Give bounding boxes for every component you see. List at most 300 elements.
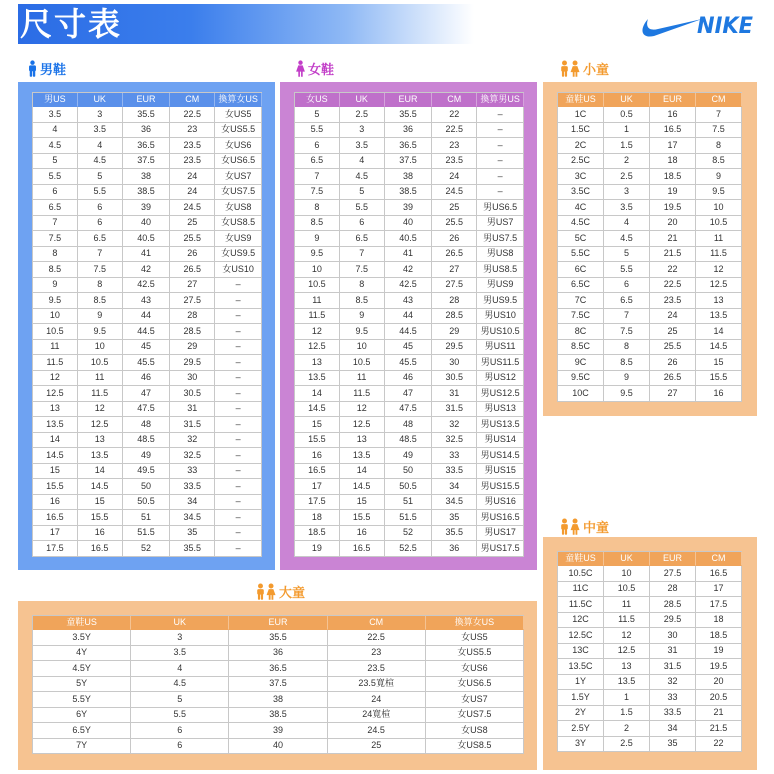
table-cell: 26.5 [170,262,215,278]
table-cell: 女US8 [426,723,524,739]
column-header: CM [432,93,477,107]
table-cell: 8.5 [33,262,78,278]
table-row [558,613,742,629]
table-row [558,386,742,402]
table-cell: 24 [650,309,696,325]
table-row [558,309,742,325]
table-row [33,371,262,387]
table-row [295,262,524,278]
table-row [33,479,262,495]
table-cell: 47 [385,386,433,402]
table-cell: – [477,169,524,185]
table-cell: 1.5 [604,138,650,154]
table-header-row [558,552,742,566]
table-cell: 1.5C [558,123,604,139]
table-cell: 16 [295,448,340,464]
table-cell: 32 [432,417,477,433]
table-cell: 6 [33,185,78,201]
table-cell: 26.5 [650,371,696,387]
table-cell: 25.5 [170,231,215,247]
table-cell: 37.5 [385,154,433,170]
table-cell: 29.5 [170,355,215,371]
table-cell: 11.5C [558,597,604,613]
table-cell: 男US11 [477,340,524,356]
table-cell: 29 [432,324,477,340]
table-cell: 14 [33,433,78,449]
table-cell: 52 [385,526,433,542]
table-cell: 5.5 [340,200,385,216]
table-header-row [295,93,524,107]
table-cell: 34.5 [170,510,215,526]
table-cell: 22.5 [650,278,696,294]
table-row [33,526,262,542]
table-row [558,262,742,278]
table-cell: – [215,371,262,387]
table-header-row [33,616,524,630]
table-cell: 9 [696,169,742,185]
table-cell: 12 [604,628,650,644]
table-row [33,723,524,739]
table-row [295,464,524,480]
table-row [33,739,524,755]
table-cell: 女US8.5 [426,739,524,755]
table-cell: 23 [328,646,426,662]
table-cell: 23.5 [328,661,426,677]
table-cell: – [215,448,262,464]
table-cell: 6 [340,216,385,232]
table-cell: 10 [340,340,385,356]
table-cell: 15 [696,355,742,371]
table-row [558,200,742,216]
table-cell: 3 [340,123,385,139]
table-cell: 13.5 [604,675,650,691]
table-cell: 17.5 [295,495,340,511]
table-row [33,677,524,693]
table-cell: 49 [123,448,171,464]
table-cell: – [477,138,524,154]
table-cell: 1.5Y [558,690,604,706]
table-cell: 28 [650,582,696,598]
table-cell: 女US5 [215,107,262,123]
table-cell: 4 [33,123,78,139]
table-row [295,433,524,449]
man-icon [27,60,38,77]
table-cell: 11 [78,371,123,387]
table-row [33,309,262,325]
table-row [33,646,524,662]
table-row [558,154,742,170]
table-cell: 8 [295,200,340,216]
table-row [33,448,262,464]
table-row [33,630,524,646]
table-cell: 4.5 [131,677,229,693]
table-row [295,495,524,511]
table-cell: 9 [33,278,78,294]
middle-kids-section-title [559,517,609,535]
table-cell: 男US13 [477,402,524,418]
table-cell: 15.5 [696,371,742,387]
table-cell: 36 [229,646,327,662]
mens-section-title [27,59,66,77]
table-cell: 51.5 [123,526,171,542]
table-cell: 男US11.5 [477,355,524,371]
table-cell: 13.5 [696,309,742,325]
table-cell: 9.5 [295,247,340,263]
table-row [558,582,742,598]
table-row [33,340,262,356]
table-cell: 41 [385,247,433,263]
table-row [558,566,742,582]
table-cell: 女US5.5 [215,123,262,139]
table-cell: 7.5 [33,231,78,247]
table-cell: 19.5 [650,200,696,216]
table-cell: 女US6 [426,661,524,677]
table-cell: 23 [170,123,215,139]
table-row [295,154,524,170]
table-cell: 44.5 [385,324,433,340]
table-cell: 6 [295,138,340,154]
table-row [295,541,524,557]
womens-size-table [294,92,524,557]
table-cell: 女US7 [215,169,262,185]
table-cell: 10.5 [340,355,385,371]
table-cell: 24 [170,185,215,201]
table-cell: 31.5 [170,417,215,433]
column-header: CM [696,552,742,566]
table-cell: 12 [340,402,385,418]
mens-size-table [32,92,262,557]
table-cell: 22 [432,107,477,123]
table-cell: 6 [604,278,650,294]
table-cell: 12 [78,402,123,418]
table-row [33,402,262,418]
table-cell: 26 [432,231,477,247]
column-header: UK [340,93,385,107]
table-cell: 女US5.5 [426,646,524,662]
table-cell: 48.5 [385,433,433,449]
table-cell: 9.5 [78,324,123,340]
table-cell: 47.5 [385,402,433,418]
table-cell: 40.5 [123,231,171,247]
table-cell: 男US14.5 [477,448,524,464]
table-cell: 13 [33,402,78,418]
table-row [558,355,742,371]
table-row [33,107,262,123]
table-cell: 9.5 [33,293,78,309]
table-cell: 17.5 [696,597,742,613]
table-cell: 男US10 [477,309,524,325]
table-cell: 31 [432,386,477,402]
table-cell: 22 [696,737,742,753]
table-cell: 5.5 [78,185,123,201]
table-cell: 8 [604,340,650,356]
table-cell: 4.5Y [33,661,131,677]
table-cell: 33 [650,690,696,706]
table-row [295,417,524,433]
table-cell: 1Y [558,675,604,691]
table-cell: 33.5 [650,706,696,722]
column-header: 童鞋US [558,93,604,107]
table-row [295,107,524,123]
table-cell: 男US8 [477,247,524,263]
table-cell: – [477,185,524,201]
table-cell: 10 [295,262,340,278]
table-cell: 50 [385,464,433,480]
table-cell: 27 [432,262,477,278]
table-row [33,355,262,371]
table-cell: 女US8.5 [215,216,262,232]
big-kids-panel [18,601,537,770]
column-header: EUR [385,93,433,107]
table-cell: 48.5 [123,433,171,449]
table-cell: 36 [123,123,171,139]
table-row [558,675,742,691]
table-row [33,138,262,154]
table-cell: 14 [295,386,340,402]
table-row [33,185,262,201]
table-cell: 16.5 [33,510,78,526]
table-row [295,510,524,526]
table-body [558,566,742,752]
kids-icon [559,518,581,535]
table-row [33,247,262,263]
table-cell: 5 [78,169,123,185]
table-cell: 26 [170,247,215,263]
table-cell: 5.5C [558,247,604,263]
table-cell: 11 [340,371,385,387]
table-cell: 男US8.5 [477,262,524,278]
column-header: UK [604,552,650,566]
table-cell: 17 [650,138,696,154]
column-header: CM [696,93,742,107]
table-cell: 15 [78,495,123,511]
table-cell: 5Y [33,677,131,693]
table-cell: 10.5 [696,216,742,232]
table-cell: 33 [432,448,477,464]
table-cell: 51.5 [385,510,433,526]
table-cell: 7 [295,169,340,185]
table-cell: 49.5 [123,464,171,480]
column-header: UK [131,616,229,630]
big-kids-title-label: 大童 [279,584,306,600]
table-cell: 30.5 [170,386,215,402]
table-cell: 23 [432,138,477,154]
column-header: UK [604,93,650,107]
table-cell: 25.5 [432,216,477,232]
table-cell: 11.5 [295,309,340,325]
table-cell: 35 [650,737,696,753]
table-cell: 38.5 [385,185,433,201]
table-cell: 30 [432,355,477,371]
table-cell: 44 [385,309,433,325]
womens-section-title [295,59,334,77]
column-header: CM [328,616,426,630]
table-row [295,216,524,232]
table-cell: 8.5 [696,154,742,170]
table-row [558,138,742,154]
table-cell: 17 [696,582,742,598]
table-cell: 7 [696,107,742,123]
column-header: EUR [123,93,171,107]
big-kids-section-title [255,582,305,600]
table-cell: – [215,464,262,480]
table-cell: 5 [340,185,385,201]
table-cell: 7.5 [696,123,742,139]
little-kids-size-table [557,92,742,402]
table-cell: 12.5 [78,417,123,433]
table-cell: 41 [123,247,171,263]
table-cell: 2C [558,138,604,154]
table-cell: 4C [558,200,604,216]
table-cell: 6.5 [33,200,78,216]
table-cell: 33.5 [432,464,477,480]
table-cell: 3C [558,169,604,185]
table-cell: 24 [328,692,426,708]
table-cell: 36.5 [229,661,327,677]
table-row [558,123,742,139]
table-cell: 34 [650,721,696,737]
table-row [33,231,262,247]
column-header: 換算男US [477,93,524,107]
table-cell: 男US9 [477,278,524,294]
table-cell: 50.5 [385,479,433,495]
table-cell: 38.5 [123,185,171,201]
table-cell: 13.5 [78,448,123,464]
table-cell: 25 [170,216,215,232]
table-cell: 24.5 [170,200,215,216]
table-cell: 15 [33,464,78,480]
table-cell: 31 [650,644,696,660]
table-cell: 8.5 [295,216,340,232]
table-cell: 11 [295,293,340,309]
table-cell: 4 [78,138,123,154]
table-cell: 37.5 [123,154,171,170]
table-body [558,107,742,402]
table-cell: 2 [604,154,650,170]
table-cell: 5 [131,692,229,708]
table-cell: 16 [78,526,123,542]
table-row [33,541,262,557]
table-cell: 女US9.5 [215,247,262,263]
table-row [295,479,524,495]
table-row [33,433,262,449]
table-cell: 2.5 [604,737,650,753]
table-cell: 12.5 [340,417,385,433]
table-cell: – [215,324,262,340]
table-cell: 23.5 [170,154,215,170]
table-row [295,340,524,356]
table-cell: 7 [340,247,385,263]
table-cell: 25 [432,200,477,216]
column-header: 女US [295,93,340,107]
table-cell: 4.5 [78,154,123,170]
table-cell: 26 [650,355,696,371]
table-cell: 16.5 [340,541,385,557]
table-cell: 男US12.5 [477,386,524,402]
table-cell: 13.5 [340,448,385,464]
table-cell: 10.5 [295,278,340,294]
table-cell: 51 [123,510,171,526]
mens-panel [18,82,275,570]
table-cell: 26.5 [432,247,477,263]
table-cell: – [215,541,262,557]
table-cell: 11C [558,582,604,598]
table-cell: 男US14 [477,433,524,449]
table-cell: 38 [385,169,433,185]
table-cell: 7 [604,309,650,325]
table-row [295,371,524,387]
table-cell: 13.5C [558,659,604,675]
table-cell: 40 [385,216,433,232]
table-cell: 男US12 [477,371,524,387]
table-cell: 11 [33,340,78,356]
table-cell: 男US6.5 [477,200,524,216]
table-row [558,293,742,309]
table-row [295,200,524,216]
table-cell: 24寬楦 [328,708,426,724]
table-cell: 男US10.5 [477,324,524,340]
table-cell: 6 [131,723,229,739]
table-cell: 30 [170,371,215,387]
table-cell: 14 [78,464,123,480]
table-cell: 34 [432,479,477,495]
table-cell: 40 [229,739,327,755]
table-cell: 32 [650,675,696,691]
table-cell: 25 [328,739,426,755]
table-cell: 32.5 [170,448,215,464]
table-cell: 女US6.5 [426,677,524,693]
table-row [558,628,742,644]
table-cell: 39 [229,723,327,739]
table-row [33,661,524,677]
table-cell: 48 [385,417,433,433]
table-cell: 女US9 [215,231,262,247]
table-cell: – [215,402,262,418]
table-cell: 男US17.5 [477,541,524,557]
table-row [295,386,524,402]
table-row [33,386,262,402]
table-cell: 女US6 [215,138,262,154]
table-cell: 4 [340,154,385,170]
table-cell: 19.5 [696,659,742,675]
table-row [295,185,524,201]
table-row [295,231,524,247]
table-cell: 42.5 [385,278,433,294]
table-cell: 10.5C [558,566,604,582]
table-cell: 10.5 [33,324,78,340]
table-cell: – [215,417,262,433]
table-cell: 13.5 [33,417,78,433]
table-cell: 14 [696,324,742,340]
table-cell: 1 [604,123,650,139]
table-cell: 46 [385,371,433,387]
table-cell: 50 [123,479,171,495]
table-cell: 13 [604,659,650,675]
column-header: 換算女US [426,616,524,630]
table-cell: 35.5 [123,107,171,123]
womens-title-label: 女鞋 [308,61,335,77]
table-cell: 31.5 [432,402,477,418]
table-cell: 10 [33,309,78,325]
table-row [33,216,262,232]
table-cell: 10C [558,386,604,402]
table-cell: 7.5 [295,185,340,201]
table-cell: 3 [78,107,123,123]
table-row [295,448,524,464]
table-cell: – [215,495,262,511]
table-cell: 15.5 [295,433,340,449]
table-cell: 27 [170,278,215,294]
